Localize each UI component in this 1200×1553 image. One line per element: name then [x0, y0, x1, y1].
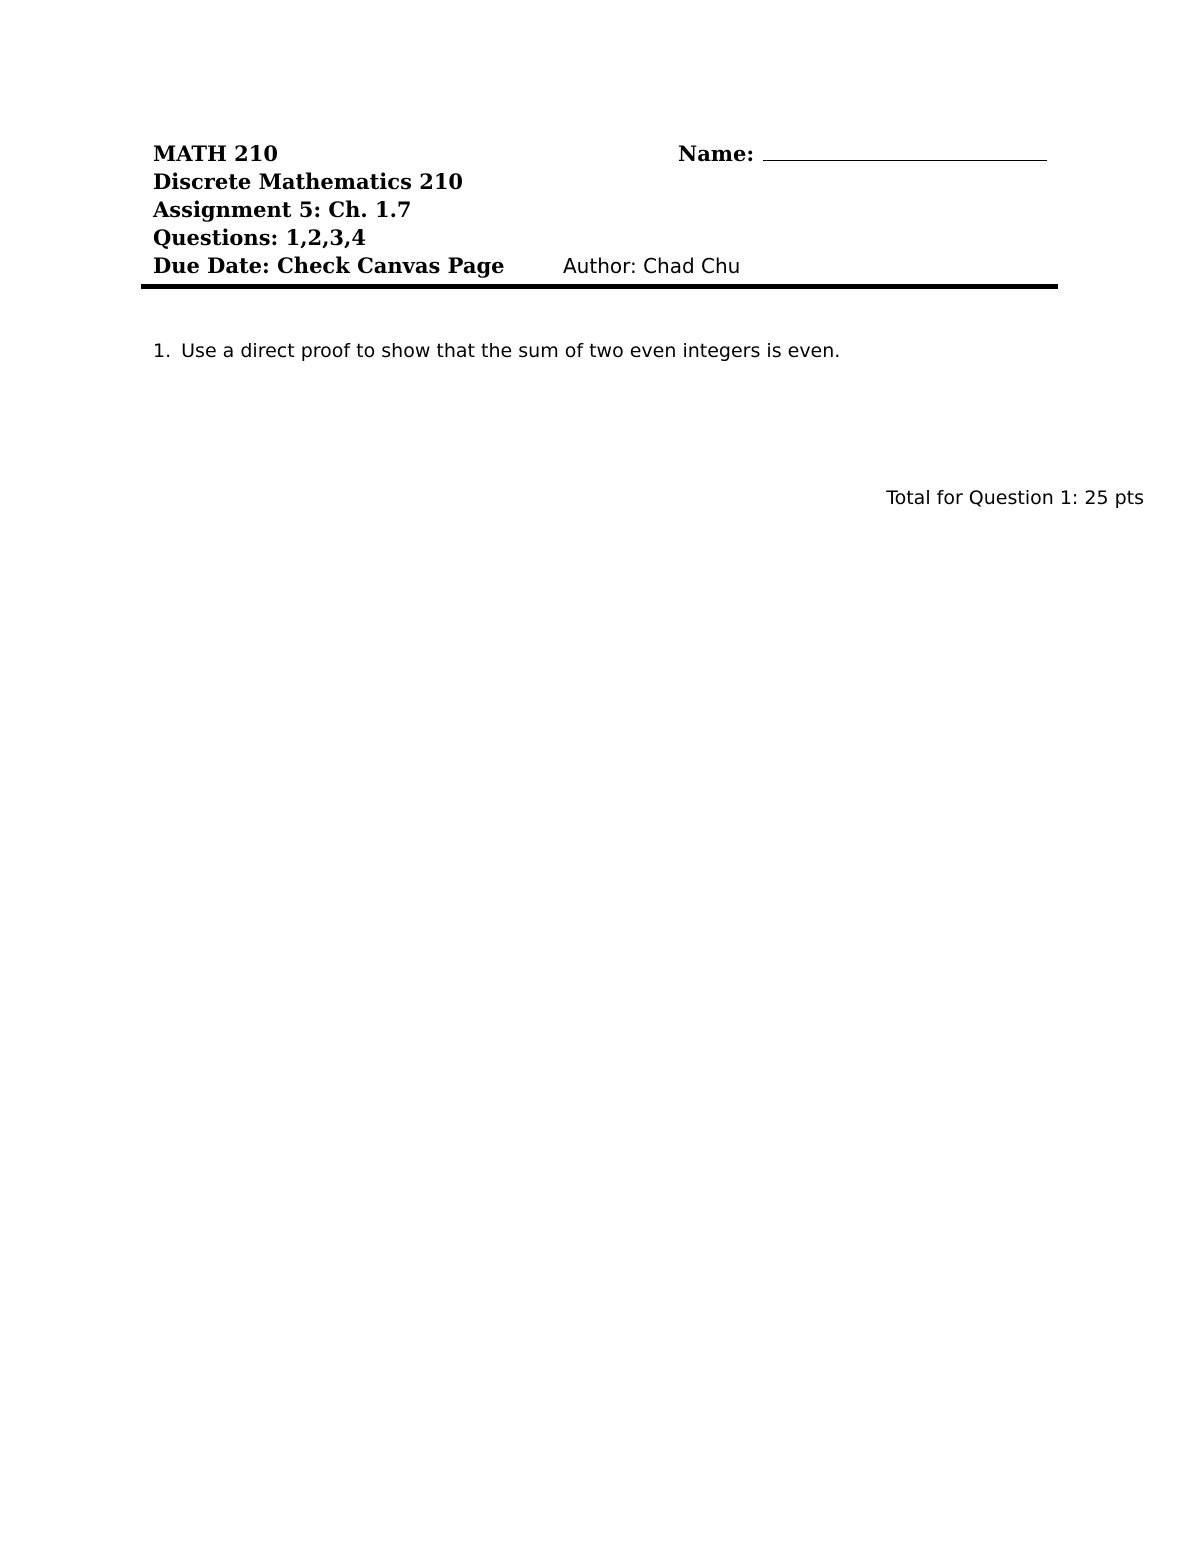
name-label: Name: [678, 141, 755, 166]
questions-list: Questions: 1,2,3,4 [153, 225, 366, 250]
question-number: 1. [153, 340, 172, 362]
question-1 [153, 339, 840, 363]
assignment-title: Assignment 5: Ch. 1.7 [153, 197, 412, 222]
question-total: Total for Question 1: 25 pts [886, 487, 1144, 509]
author: Author: Chad Chu [563, 254, 741, 278]
header-divider [141, 284, 1058, 289]
question-text: Use a direct proof to show that the sum of two even integers is even. [181, 340, 841, 362]
due-date: Due Date: Check Canvas Page [153, 253, 505, 278]
course-name: Discrete Mathematics 210 [153, 169, 464, 194]
course-code: MATH 210 [153, 141, 279, 166]
name-blank-line [763, 160, 1047, 161]
